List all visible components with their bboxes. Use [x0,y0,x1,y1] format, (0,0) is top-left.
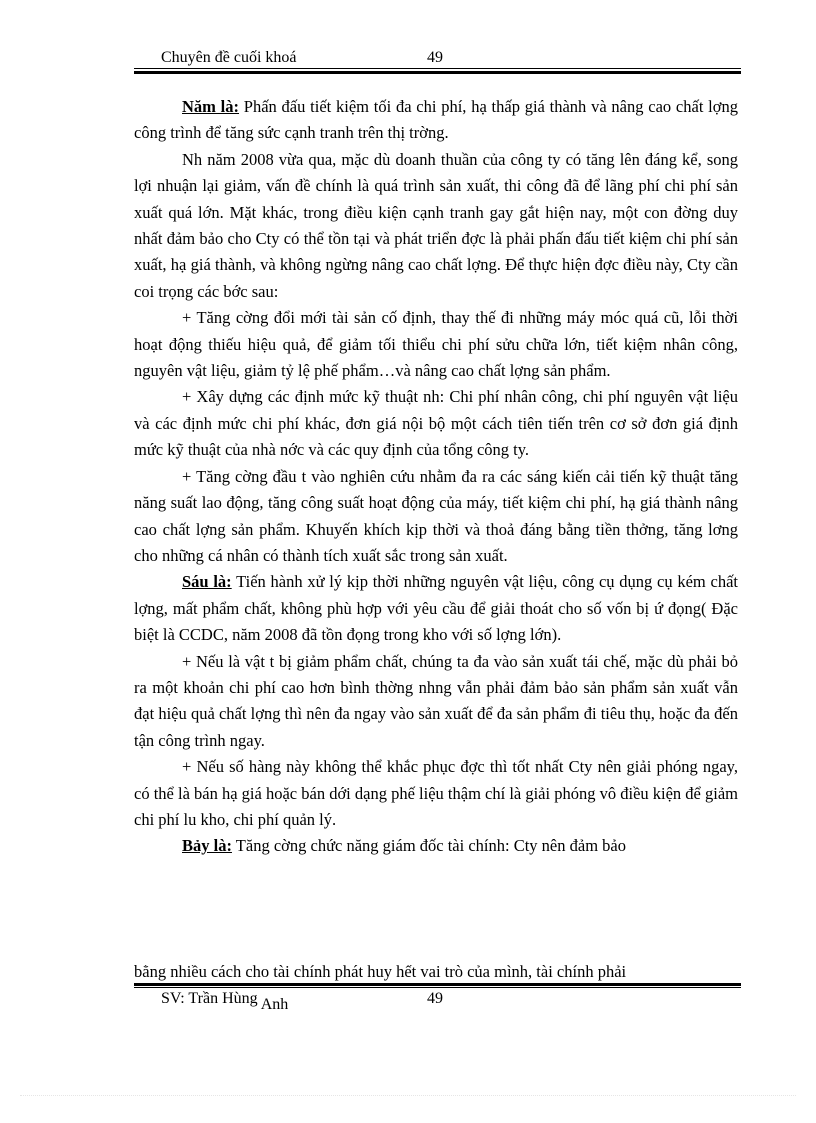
paragraph-text: + Nếu số hàng này không thể khắc phục đợc thì tốt nhất Cty nên giải phóng ngay, có thể là bán hạ giá hoặc bán dới dạng phế liệu thậm chí là giải phóng vô điều kiện để giảm chi phí lu kho, chi phí quản lý. [134,757,738,829]
cutoff-line [134,965,741,984]
paragraph-text: + Tăng cờng đầu t vào nghiên cứu nhằm đa ra các sáng kiến cải tiến kỹ thuật tăng năng suất lao động, tăng công suất hoạt động của máy, tiết kiệm chi phí, hạ giá thành nâng cao chất lợng sản phẩm. Khuyến khích kịp thời và thoả đáng bằng tiền thởng, tăng lơng cho những cá nhân có thành tích xuất sắc trong sản xuất. [134,466,738,565]
paragraph [134,147,738,305]
body-text [134,94,738,860]
paragraph-text: + Nếu là vật t bị giảm phẩm chất, chúng ta đa vào sản xuất tái chế, mặc dù phải bỏ ra một khoản chi phí cao hơn bình thờng nhng vẫn phải đảm bảo sản phẩm sản xuất vẫn đạt hiệu quả chất lợng thì nên đa ngay vào sản xuất để đa sản phẩm đi tiêu thụ, hoặc đa đến tận công trình ngay. [134,651,738,750]
paragraph-text: Phấn đấu tiết kiệm tối đa chi phí, hạ thấp giá thành và nâng cao chất lợng công trình để tăng sức cạnh tranh trên thị trờng. [134,97,738,143]
page-footer [161,990,741,1014]
paragraph [134,464,738,570]
footer-student-name: Anh [260,996,289,1013]
paragraph-text: + Xây dựng các định mức kỹ thuật nh: Chi phí nhân công, chi phí nguyên vật liệu và các định mức chi phí khác, đơn giá nội bộ một cách tiên tiến trên cơ sở đơn giá định mức kỹ thuật của nhà nớc và các quy định của tổng công ty. [134,387,738,460]
footer-student [161,990,289,1013]
paragraph-text: Tăng cờng chức năng giám đốc tài chính: Cty nên đảm bảo [231,836,626,856]
paragraph [134,569,738,648]
paragraph [134,384,738,463]
paragraph-label: Năm là: [182,97,240,116]
paragraph [134,833,738,859]
paragraph [134,649,738,755]
footer-student-label: SV: Trần Hùng [161,990,258,1007]
header-page-number: 49 [427,49,443,66]
header-rule-thin [134,68,741,69]
paragraph-text: + Tăng cờng đổi mới tài sản cố định, thay thế đi những máy móc quá cũ, lỗi thời hoạt động thiếu hiệu quả, để giảm tối thiểu chi phí sửu chữa lớn, tiết kiệm nhân công, nguyên vật liệu, giảm tỷ lệ phế phẩm…và nâng cao chất lợng sản phẩm. [134,308,738,381]
page-bottom-dotted-line [20,1095,796,1096]
footer-page-number: 49 [427,990,443,1007]
header-rule-thick [134,71,741,74]
paragraph [134,754,738,833]
paragraph-label: Sáu là: [182,572,232,592]
paragraph-text: Nh năm 2008 vừa qua, mặc dù doanh thuần của công ty có tăng lên đáng kể, song lợi nhuận lại giảm, vấn đề chính là quá trình sản xuất, thi công đã để lãng phí chi phí sản xuất quá lớn. Mặt khác, trong điều kiện cạnh tranh gay gắt hiện nay, một con đờng duy nhất đảm bảo cho Cty có thể tồn tại và phát triển đợc là phải phấn đấu tiết kiệm chi phí sản xuất, hạ giá thành, và không ngừng nâng cao chất lợng. Để thực hiện đợc điều này, Cty cần coi trọng các bớc sau: [134,149,738,301]
footer-rule-thick [134,983,741,986]
cutoff-line-text: bằng nhiều cách cho tài chính phát huy hết vai trò của mình, tài chính phải [134,965,627,981]
footer-rule-thin [134,987,741,988]
paragraph-label: Bảy là: [182,836,232,856]
paragraph [134,305,738,384]
paragraph [134,94,738,147]
paragraph-text: Tiến hành xử lý kịp thời những nguyên vật liệu, công cụ dụng cụ kém chất lợng, mất phẩm chất, không phù hợp với yêu cầu để giải thoát cho số vốn bị ứ đọng( Đặc biệt là CCDC, năm 2008 đã tồn đọng trong kho với số lợng lớn). [134,572,738,645]
header-title: Chuyên đề cuối khoá [161,49,297,66]
